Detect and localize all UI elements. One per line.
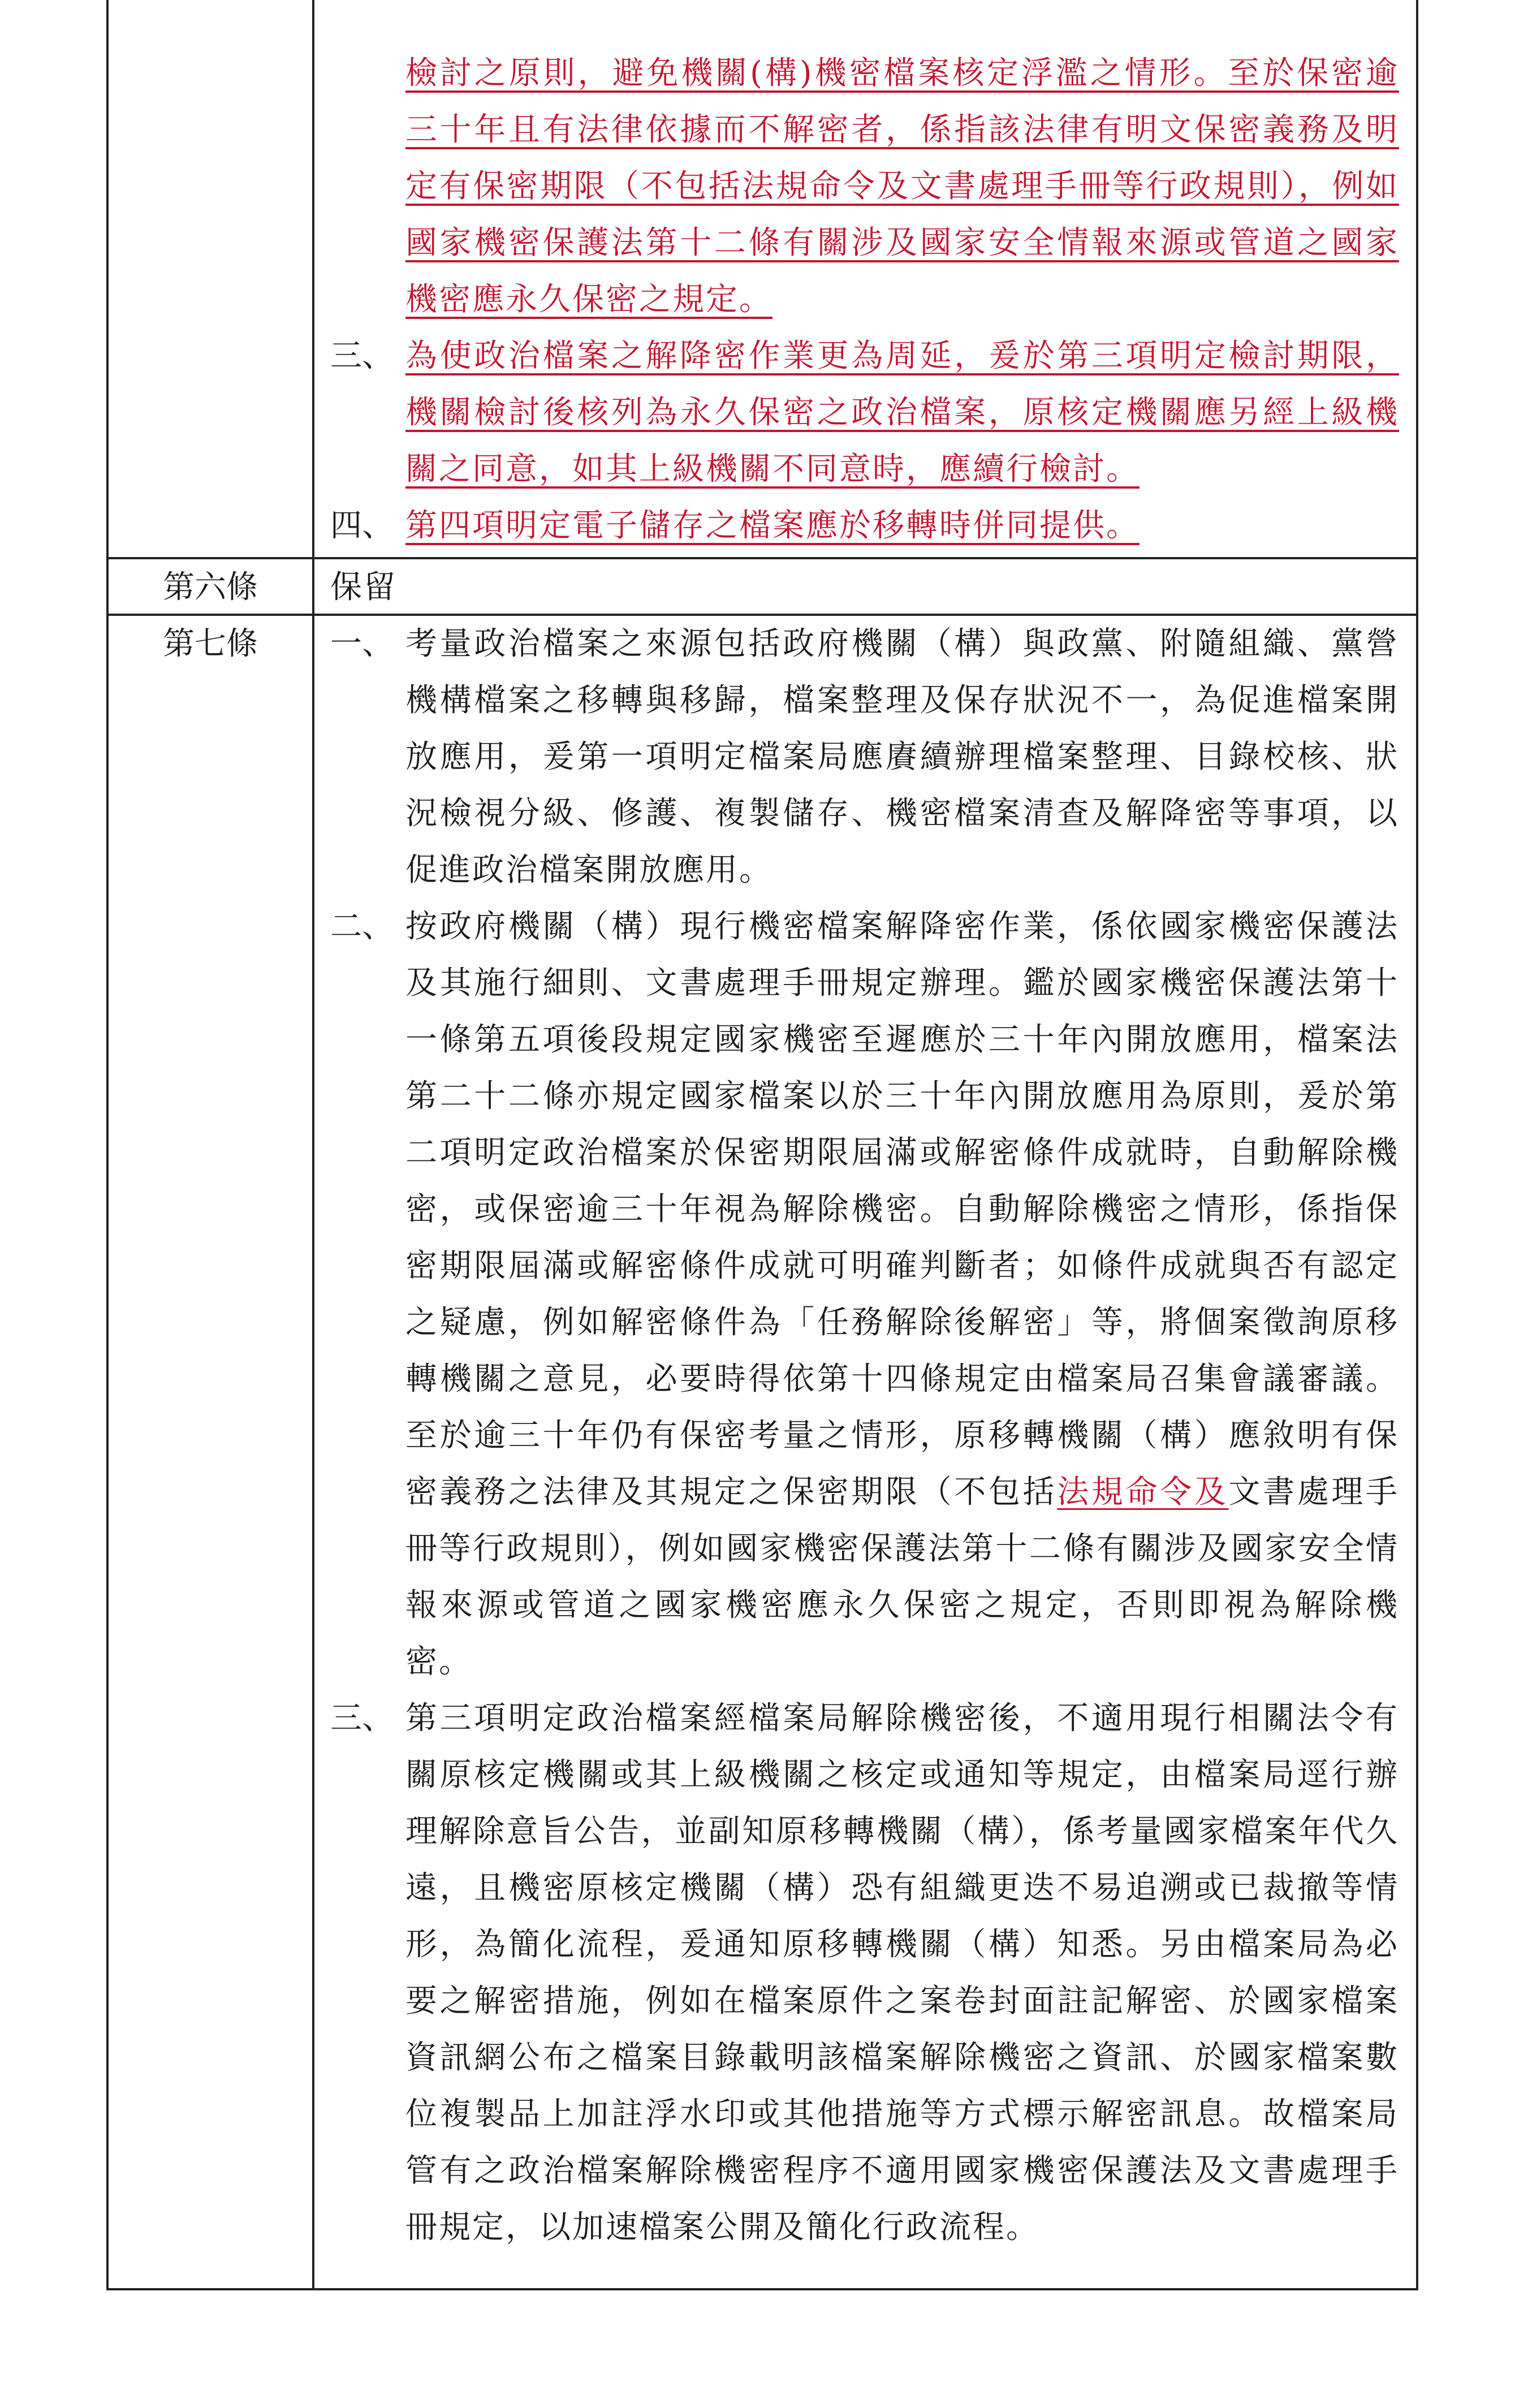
top-item-three bbox=[330, 328, 1399, 498]
item-text-after: 文書處理手冊等行政規則），例如國家機密保護法第十二條有關涉及國家安全情報來源或管道之國家機密應永久保密之規定，否則即視為解除機密。 bbox=[405, 1474, 1400, 1680]
top-row-content bbox=[330, 45, 1399, 554]
amended-phrase: 法規命令及 bbox=[1057, 1474, 1229, 1511]
continuation-text: 檢討之原則，避免機關(構)機密檔案核定浮濫之情形。至於保密逾三十年且有法律依據而不解密者，係指該法律有明文保密義務及明定有保密期限（不包括法規命令及文書處理手冊等行政規則），例如國家機密保護法第十二條有關涉及國家安全情報來源或管道之國家機密應永久保密之規定。 bbox=[405, 55, 1399, 318]
item-text-before: 按政府機關（構）現行機密檔案解降密作業，係依國家機密保護法及其施行細則、文書處理手冊規定辦理。鑑於國家機密保護法第十一條第五項後段規定國家機密至遲應於三十年內開放應用，檔案法第二十二條亦規定國家檔案以於三十年內開放應用為原則，爰於第二項明定政治檔案於保密期限屆滿或解密條件成就時，自動解除機密，或保密逾三十年視為解除機密。自動解除機密之情形，係指保密期限屆滿或解密條件成就可明確判斷者；如條件成就與否有認定之疑慮，例如解密條件為「任務解除後解密」等，將個案徵詢原移轉機關之意見，必要時得依第十四條規定由檔案局召集會議審議。至於逾三十年仍有保密考量之情形，原移轉機關（構）應敘明有保密義務之法律及其規定之保密期限（不包括 bbox=[405, 908, 1399, 1511]
item-text: 第四項明定電子儲存之檔案應於移轉時併同提供。 bbox=[405, 507, 1140, 544]
continuation-paragraph bbox=[330, 45, 1399, 328]
explanation-table bbox=[106, 0, 1418, 2290]
article-seven-label: 第七條 bbox=[163, 625, 258, 662]
item-marker: 二、 bbox=[330, 908, 394, 945]
item-text bbox=[405, 899, 1399, 1690]
item-marker: 三、 bbox=[330, 338, 394, 374]
seven-item-two bbox=[330, 899, 1399, 1690]
item-marker: 四、 bbox=[330, 507, 394, 544]
article-six-label: 第六條 bbox=[163, 569, 258, 606]
seven-item-three bbox=[330, 1690, 1399, 2256]
item-text: 為使政治檔案之解降密作業更為周延，爰於第三項明定檢討期限，機關檢討後核列為永久保密之政治檔案，原核定機關應另經上級機關之同意，如其上級機關不同意時，應續行檢討。 bbox=[405, 338, 1399, 487]
top-item-four bbox=[330, 498, 1399, 554]
item-marker: 三、 bbox=[330, 1700, 394, 1737]
item-text: 考量政治檔案之來源包括政府機關（構）與政黨、附隨組織、黨營機構檔案之移轉與移歸，檔案整理及保存狀況不一，為促進檔案開放應用，爰第一項明定檔案局應賡續辦理檔案整理、目錄校核、狀況檢視分級、修護、複製儲存、機密檔案清查及解降密等事項，以促進政治檔案開放應用。 bbox=[405, 625, 1399, 888]
article-six-text: 保留 bbox=[330, 569, 397, 606]
column-divider bbox=[312, 0, 314, 2288]
article-six-content bbox=[330, 559, 1399, 616]
seven-item-one bbox=[330, 616, 1399, 899]
item-text: 第三項明定政治檔案經檔案局解除機密後，不適用現行相關法令有關原核定機關或其上級機關之核定或通知等規定，由檔案局逕行辦理解除意旨公告，並副知原移轉機關（構），係考量國家檔案年代久遠，且機密原核定機關（構）恐有組織更迭不易追溯或已裁撤等情形，為簡化流程，爰通知原移轉機關（構）知悉。另由檔案局為必要之解密措施，例如在檔案原件之案卷封面註記解密、於國家檔案資訊網公布之檔案目錄載明該檔案解除機密之資訊、於國家檔案數位複製品上加註浮水印或其他措施等方式標示解密訊息。故檔案局管有之政治檔案解除機密程序不適用國家機密保護法及文書處理手冊規定，以加速檔案公開及簡化行政流程。 bbox=[405, 1700, 1399, 2246]
article-seven-content bbox=[330, 616, 1399, 2256]
item-marker: 一、 bbox=[330, 625, 394, 662]
